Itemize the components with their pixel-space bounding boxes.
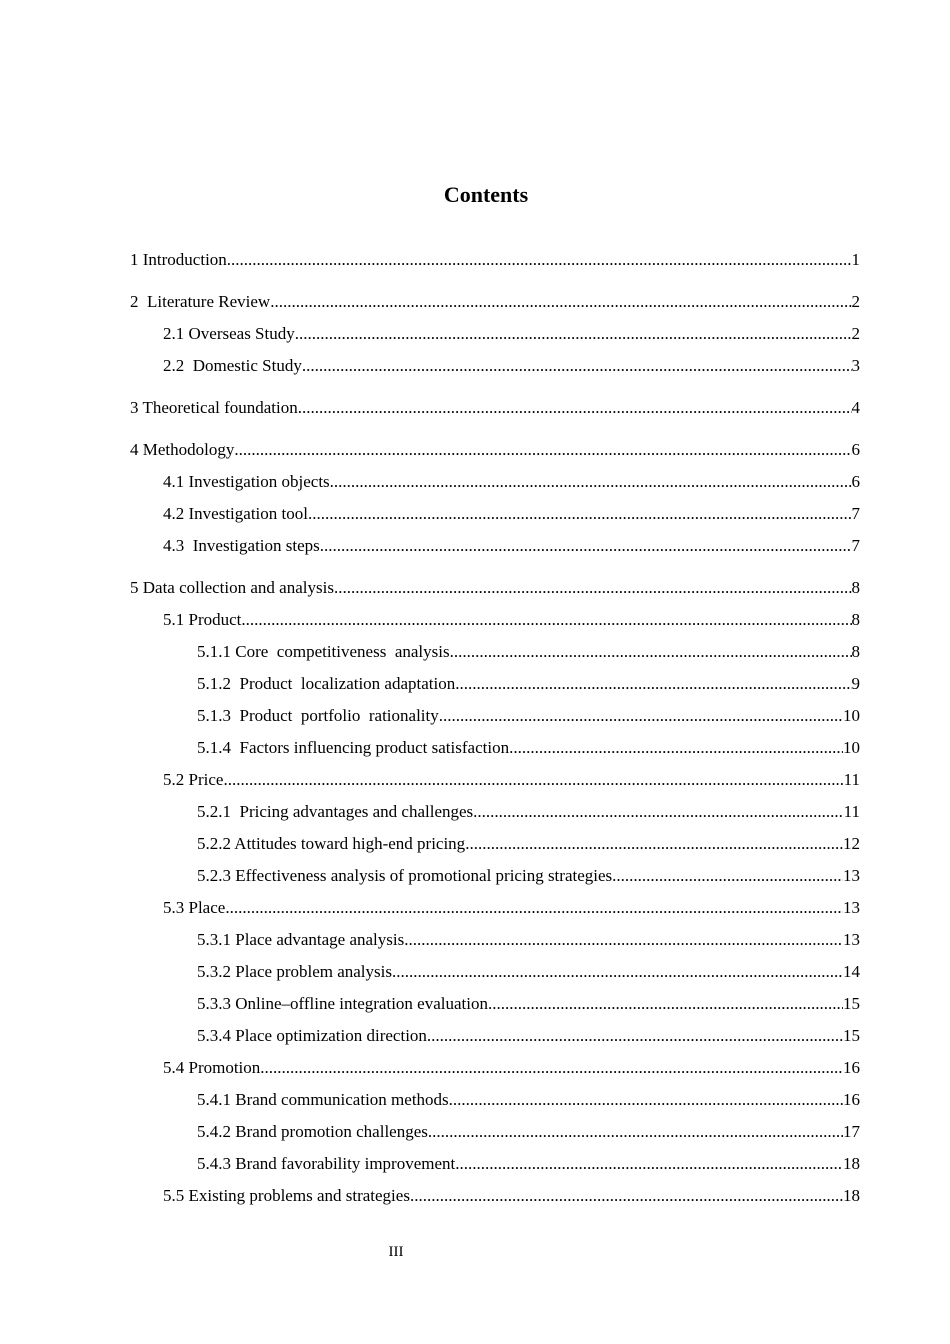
toc-dot-leader	[427, 1020, 843, 1052]
toc-dot-leader	[509, 732, 843, 764]
toc-entry-page: 15	[843, 994, 860, 1013]
toc-entry-page: 8	[851, 610, 860, 629]
toc-entry-label: 5.1.3 Product portfolio rationality	[197, 706, 439, 725]
toc-entry[interactable]	[130, 434, 860, 466]
toc-entry-page: 18	[843, 1154, 860, 1173]
toc-entry[interactable]	[130, 1052, 860, 1084]
toc-entry-page: 16	[843, 1058, 860, 1077]
toc-dot-leader	[298, 392, 852, 424]
toc-entry[interactable]	[130, 466, 860, 498]
toc-entry-page: 6	[851, 440, 860, 459]
toc-entry[interactable]	[130, 924, 860, 956]
toc-entry-label: 4 Methodology	[130, 440, 235, 459]
toc-dot-leader	[465, 828, 843, 860]
toc-entry-page: 13	[843, 866, 860, 885]
toc-entry-label: 5.3 Place	[163, 898, 226, 917]
toc-entry-label: 5 Data collection and analysis	[130, 578, 334, 597]
toc-dot-leader	[449, 1084, 843, 1116]
toc-dot-leader	[410, 1180, 843, 1212]
page-title: Contents	[443, 182, 529, 207]
toc-entry-page: 1	[851, 250, 860, 269]
toc-dot-leader	[295, 318, 852, 350]
page-number: III	[388, 1244, 404, 1260]
toc-entry[interactable]	[130, 350, 860, 382]
toc-entry-page: 2	[851, 324, 860, 343]
toc-entry-label: 1 Introduction	[130, 250, 227, 269]
toc-dot-leader	[439, 700, 843, 732]
toc-dot-leader	[227, 244, 852, 276]
toc-entry-label: 5.4.2 Brand promotion challenges	[197, 1122, 428, 1141]
toc-entry-label: 5.4.3 Brand favorability improvement	[197, 1154, 456, 1173]
toc-entry-label: 5.3.4 Place optimization direction	[197, 1026, 427, 1045]
toc-entry[interactable]	[130, 956, 860, 988]
toc-entry-page: 2	[851, 292, 860, 311]
toc-dot-leader	[234, 434, 851, 466]
toc-entry-label: 2.1 Overseas Study	[163, 324, 295, 343]
toc-entry-label: 5.4 Promotion	[163, 1058, 261, 1077]
toc-entry[interactable]	[130, 498, 860, 530]
toc-entry-label: 5.2 Price	[163, 770, 224, 789]
toc-dot-leader	[473, 796, 843, 828]
toc-entry[interactable]	[130, 764, 860, 796]
toc-entry[interactable]	[130, 530, 860, 562]
toc-dot-leader	[404, 924, 843, 956]
toc-entry[interactable]	[130, 604, 860, 636]
toc-entry-label: 4.3 Investigation steps	[163, 536, 320, 555]
toc-entry[interactable]	[130, 1116, 860, 1148]
toc-dot-leader	[270, 286, 851, 318]
toc-dot-leader	[455, 668, 851, 700]
toc-entry[interactable]	[130, 1020, 860, 1052]
toc-entry-page: 8	[851, 642, 860, 661]
toc-entry[interactable]	[130, 988, 860, 1020]
toc-entry-page: 4	[851, 398, 860, 417]
toc-entry-label: 5.4.1 Brand communication methods	[197, 1090, 449, 1109]
toc-entry[interactable]	[130, 732, 860, 764]
toc-dot-leader	[225, 892, 843, 924]
toc-dot-leader	[330, 466, 852, 498]
toc-entry-page: 17	[843, 1122, 860, 1141]
toc-entry[interactable]	[130, 392, 860, 424]
toc-dot-leader	[308, 498, 852, 530]
table-of-contents	[130, 244, 860, 1212]
toc-entry-label: 5.3.2 Place problem analysis	[197, 962, 392, 981]
toc-dot-leader	[488, 988, 843, 1020]
toc-entry-page: 9	[851, 674, 860, 693]
toc-entry-label: 2 Literature Review	[130, 292, 271, 311]
toc-dot-leader	[450, 636, 852, 668]
toc-entry-label: 2.2 Domestic Study	[163, 356, 302, 375]
toc-entry-page: 14	[843, 962, 860, 981]
toc-entry[interactable]	[130, 828, 860, 860]
toc-entry[interactable]	[130, 860, 860, 892]
toc-entry-label: 5.3.1 Place advantage analysis	[197, 930, 405, 949]
toc-entry-page: 16	[843, 1090, 860, 1109]
toc-dot-leader	[455, 1148, 843, 1180]
toc-entry-page: 7	[851, 536, 860, 555]
toc-entry[interactable]	[130, 1084, 860, 1116]
toc-entry[interactable]	[130, 636, 860, 668]
toc-entry-page: 10	[843, 706, 860, 725]
toc-dot-leader	[612, 860, 843, 892]
toc-entry-page: 11	[843, 770, 860, 789]
toc-entry-page: 13	[843, 898, 860, 917]
toc-entry-label: 3 Theoretical foundation	[130, 398, 298, 417]
toc-dot-leader	[223, 764, 843, 796]
toc-entry-page: 13	[843, 930, 860, 949]
toc-entry-page: 6	[851, 472, 860, 491]
toc-entry[interactable]	[130, 1180, 860, 1212]
toc-entry-label: 5.2.1 Pricing advantages and challenges	[197, 802, 474, 821]
toc-entry-label: 4.1 Investigation objects	[163, 472, 330, 491]
toc-entry-label: 5.1.1 Core competitiveness analysis	[197, 642, 450, 661]
toc-entry[interactable]	[130, 318, 860, 350]
toc-entry-label: 5.3.3 Online–offline integration evaluation	[197, 994, 488, 1013]
toc-entry-page: 12	[843, 834, 860, 853]
toc-entry-page: 7	[851, 504, 860, 523]
toc-entry[interactable]	[130, 1148, 860, 1180]
toc-entry-label: 4.2 Investigation tool	[163, 504, 308, 523]
toc-entry-label: 5.1.2 Product localization adaptation	[197, 674, 456, 693]
toc-entry[interactable]	[130, 700, 860, 732]
toc-entry[interactable]	[130, 572, 860, 604]
toc-dot-leader	[320, 530, 852, 562]
toc-dot-leader	[334, 572, 852, 604]
toc-entry-label: 5.2.2 Attitudes toward high-end pricing	[197, 834, 466, 853]
toc-entry[interactable]	[130, 244, 860, 276]
toc-dot-leader	[241, 604, 851, 636]
toc-entry-label: 5.5 Existing problems and strategies	[163, 1186, 410, 1205]
toc-entry-label: 5.1 Product	[163, 610, 242, 629]
toc-entry[interactable]	[130, 892, 860, 924]
toc-entry-page: 11	[843, 802, 860, 821]
toc-entry-label: 5.2.3 Effectiveness analysis of promotional pricing strategies	[197, 866, 613, 885]
toc-entry-page: 3	[851, 356, 860, 375]
toc-entry-label: 5.1.4 Factors influencing product satisfaction	[197, 738, 510, 757]
toc-entry[interactable]	[130, 286, 860, 318]
toc-dot-leader	[302, 350, 852, 382]
toc-entry-page: 8	[851, 578, 860, 597]
toc-dot-leader	[428, 1116, 843, 1148]
toc-dot-leader	[392, 956, 843, 988]
toc-entry-page: 10	[843, 738, 860, 757]
toc-entry-page: 15	[843, 1026, 860, 1045]
toc-entry-page: 18	[843, 1186, 860, 1205]
toc-dot-leader	[260, 1052, 843, 1084]
toc-entry[interactable]	[130, 796, 860, 828]
toc-entry[interactable]	[130, 668, 860, 700]
